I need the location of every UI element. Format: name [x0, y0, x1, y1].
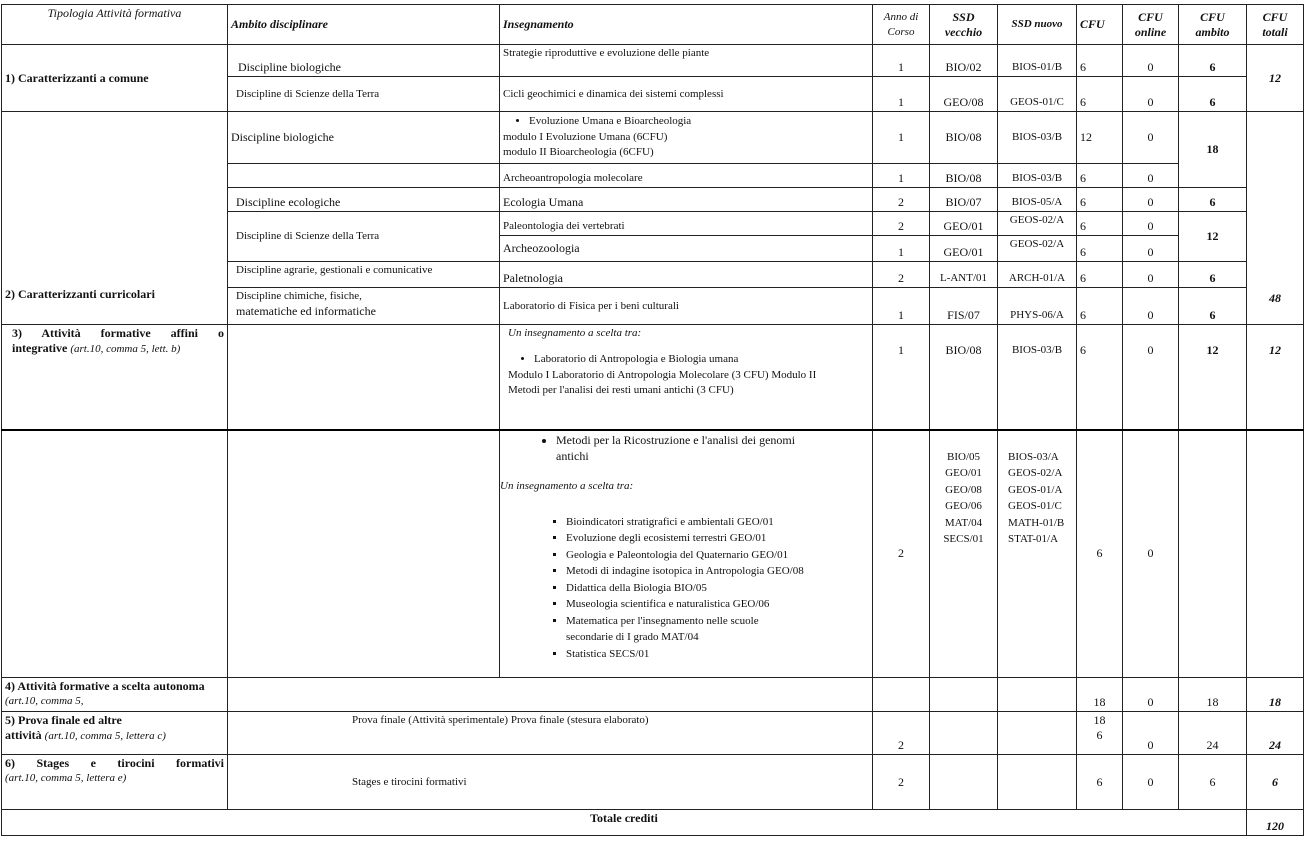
cfu-cell: 6	[1077, 430, 1123, 678]
ssd-vecchio-cell: BIO/08	[930, 164, 998, 188]
tipologia-note: (art.10, comma 5, lett. b)	[70, 343, 181, 355]
cfu-cell: 6	[1077, 236, 1123, 262]
list-item: • Laboratorio di Antropologia e Biologia umana	[534, 351, 869, 368]
tipologia-line: 5) Prova finale ed altre	[5, 713, 122, 727]
header-insegnamento: Insegnamento	[500, 5, 873, 45]
cfu-ambito-cell: 6	[1179, 45, 1247, 77]
cfu-cell	[1077, 712, 1123, 755]
cfu-online-cell: 0	[1123, 678, 1179, 712]
anno-cell: 2	[873, 262, 930, 288]
tipologia-note: (art.10, comma 5, lettera e)	[5, 772, 127, 784]
tipologia-cell	[2, 325, 228, 430]
cfu-cell: 6	[1077, 262, 1123, 288]
cfu-cell: 6	[1077, 288, 1123, 325]
cfu-online-cell: 0	[1123, 77, 1179, 112]
tipologia-cell	[2, 712, 228, 755]
cfu-cell: 6	[1077, 188, 1123, 212]
cfu-online-cell: 0	[1123, 236, 1179, 262]
anno-cell: 1	[873, 236, 930, 262]
ssd-vecchio-cell	[930, 678, 998, 712]
insegnamento-cell	[500, 112, 873, 164]
ssd-code: BIOS-03/A	[1008, 450, 1059, 463]
cfu-cell: 18	[1077, 678, 1123, 712]
ssd-vecchio-cell: BIO/08	[930, 112, 998, 164]
table-row	[2, 712, 1304, 755]
tipologia-line: 4) Attività formative a scelta autonoma	[5, 679, 205, 693]
cfu-ambito-cell: 18	[1179, 678, 1247, 712]
anno-cell: 2	[873, 430, 930, 678]
cfu-ambito-cell: 12	[1179, 212, 1247, 262]
ssd-nuovo-cell: GEOS-02/A	[998, 212, 1077, 236]
tipologia-cell: 1) Caratterizzanti a comune	[2, 45, 228, 112]
cfu-online-cell: 0	[1123, 430, 1179, 678]
ssd-vecchio-cell: GEO/01	[930, 236, 998, 262]
cfu-online-cell: 0	[1123, 188, 1179, 212]
cfu-ambito-cell: 24	[1179, 712, 1247, 755]
anno-cell: 2	[873, 188, 930, 212]
ssd-nuovo-cell: ARCH-01/A	[998, 262, 1077, 288]
intro-text: Un insegnamento a scelta tra:	[508, 327, 642, 339]
insegnamento-cell	[500, 325, 873, 430]
bullet-line: Metodi per la Ricostruzione e l'analisi dei genomi	[556, 432, 796, 447]
cfu-online-cell: 0	[1123, 45, 1179, 77]
insegnamento-cell: Cicli geochimici e dinamica dei sistemi complessi	[500, 77, 873, 112]
cfu-totali-cell: 6	[1247, 755, 1304, 810]
cfu-ambito-cell: 6	[1179, 262, 1247, 288]
ambito-cell: Discipline ecologiche	[228, 188, 500, 212]
tipologia-cell	[2, 755, 228, 810]
module-line: modulo I Evoluzione Umana (6CFU)	[503, 130, 668, 143]
cfu-totali-cell: 12	[1247, 45, 1304, 112]
table-row	[2, 678, 1304, 712]
insegnamento-cell: Archeoantropologia molecolare	[500, 164, 873, 188]
cfu-value: 18	[1093, 713, 1106, 727]
cfu-ambito-cell: 6	[1179, 288, 1247, 325]
tipologia-line: 3) Attività formative affini o	[12, 326, 224, 340]
cfu-value: 6	[1096, 728, 1103, 742]
ssd-code: MAT/04	[944, 516, 983, 529]
cfu-cell: 6	[1077, 164, 1123, 188]
ssd-vecchio-cell	[930, 712, 998, 755]
table-row	[2, 755, 1304, 810]
cfu-ambito-cell	[1179, 430, 1247, 678]
ambito-cell: Discipline di Scienze della Terra	[228, 77, 500, 112]
anno-cell: 1	[873, 112, 930, 164]
ssd-nuovo-cell: BIOS-03/B	[998, 325, 1077, 430]
header-anno: Anno di Corso	[873, 5, 930, 45]
list-item: ▪ Statistica SECS/01	[566, 646, 869, 663]
cfu-ambito-cell: 12	[1179, 325, 1247, 430]
ambito-cell: Discipline agrarie, gestionali e comunicative	[228, 262, 500, 288]
tipologia-line: 6) Stages e tirocini formativi	[5, 756, 224, 770]
anno-cell: 2	[873, 755, 930, 810]
list-item: ▪ Evoluzione degli ecosistemi terrestri GEO/01	[566, 530, 869, 547]
anno-cell: 2	[873, 712, 930, 755]
tipologia-line: integrative	[12, 341, 68, 355]
ssd-code: MATH-01/B	[1008, 516, 1065, 529]
tipologia-note: (art.10, comma 5, lettera c)	[44, 730, 166, 742]
anno-cell: 1	[873, 288, 930, 325]
cfu-online-cell: 0	[1123, 288, 1179, 325]
ssd-code: GEOS-01/A	[1008, 483, 1063, 496]
ssd-nuovo-cell: BIOS-05/A	[998, 188, 1077, 212]
anno-cell: 1	[873, 45, 930, 77]
anno-cell: 2	[873, 212, 930, 236]
ssd-code: GEOS-02/A	[1008, 467, 1063, 479]
ssd-code: SECS/01	[943, 533, 984, 545]
ambito-cell: Discipline biologiche	[228, 45, 500, 77]
table-row	[2, 112, 1304, 164]
tipologia-note: (art.10, comma 5,	[5, 695, 84, 707]
anno-cell: 1	[873, 164, 930, 188]
list-item: ▪ Didattica della Biologia BIO/05	[566, 580, 869, 597]
list-item: • Evoluzione Umana e Bioarcheologia	[529, 113, 869, 130]
cfu-ambito-cell: 18	[1179, 112, 1247, 188]
list-item: ▪ Metodi di indagine isotopica in Antropologia GEO/08	[566, 563, 869, 580]
ssd-vecchio-cell: FIS/07	[930, 288, 998, 325]
tipologia-cell	[2, 678, 228, 712]
header-cfu: CFU	[1077, 5, 1123, 45]
ssd-code: STAT-01/A	[1008, 533, 1059, 545]
ssd-code: GEO/01	[945, 467, 982, 479]
total-label: Totale crediti	[2, 810, 1247, 836]
table-row	[2, 325, 1304, 430]
table-row	[2, 45, 1304, 77]
tipologia-line: attività	[5, 728, 42, 742]
header-ssd-nuovo: SSD nuovo	[998, 5, 1077, 45]
header-cfu-ambito: CFU ambito	[1179, 5, 1247, 45]
header-row	[2, 5, 1304, 45]
ssd-nuovo-cell	[998, 755, 1077, 810]
ssd-nuovo-cell: GEOS-02/A	[998, 236, 1077, 262]
anno-cell: 1	[873, 325, 930, 430]
insegnamento-cell: Paletnologia	[500, 262, 873, 288]
ssd-code: BIO/05	[947, 450, 980, 463]
cfu-online-cell: 0	[1123, 212, 1179, 236]
anno-cell: 1	[873, 77, 930, 112]
insegnamento-cell: Strategie riproduttive e evoluzione delle piante	[500, 45, 873, 77]
anno-cell	[873, 678, 930, 712]
header-ambito: Ambito disciplinare	[228, 5, 500, 45]
insegnamento-cell: Paleontologia dei vertebrati	[500, 212, 873, 236]
ambito-cell	[228, 288, 500, 325]
ssd-code: GEO/08	[945, 483, 982, 496]
insegnamento-cell: Stages e tirocini formativi	[228, 755, 873, 810]
table-row	[2, 430, 1304, 678]
ambito-cell	[228, 325, 500, 430]
ssd-code: GEO/06	[945, 500, 982, 512]
ambito-cell: Discipline biologiche	[228, 112, 500, 164]
intro-text: Un insegnamento a scelta tra:	[500, 479, 634, 492]
cfu-online-cell: 0	[1123, 112, 1179, 164]
cfu-cell: 6	[1077, 755, 1123, 810]
cfu-ambito-cell: 6	[1179, 77, 1247, 112]
tipologia-cell: 2) Caratterizzanti curricolari	[2, 112, 228, 325]
ambito-line: Discipline chimiche, fisiche,	[236, 290, 362, 302]
header-tipologia: Tipologia Attività formativa	[2, 5, 228, 45]
ssd-nuovo-cell: BIOS-03/B	[998, 164, 1077, 188]
header-ssd-vecchio: SSD vecchio	[930, 5, 998, 45]
ssd-nuovo-cell	[998, 678, 1077, 712]
list-item: ▪ Geologia e Paleontologia del Quaternario GEO/01	[566, 547, 869, 564]
cfu-totali-cell: 24	[1247, 712, 1304, 755]
list-item-line: secondarie di I grado MAT/04	[566, 631, 699, 643]
list-item	[566, 613, 869, 646]
cfu-online-cell: 0	[1123, 262, 1179, 288]
cfu-online-cell: 0	[1123, 712, 1179, 755]
module-line: Modulo I Laboratorio di Antropologia Molecolare (3 CFU) Modulo II	[508, 368, 817, 381]
ssd-nuovo-cell	[998, 430, 1077, 678]
total-row	[2, 810, 1304, 836]
cfu-cell: 6	[1077, 325, 1123, 430]
ssd-nuovo-cell	[998, 712, 1077, 755]
curriculum-table	[1, 4, 1304, 836]
cfu-cell: 6	[1077, 77, 1123, 112]
cfu-totali-cell: 48	[1247, 112, 1304, 325]
header-cfu-totali: CFU totali	[1247, 5, 1304, 45]
cfu-cell: 6	[1077, 45, 1123, 77]
insegnamento-cell: Archeozoologia	[500, 236, 873, 262]
ambito-cell: Discipline di Scienze della Terra	[228, 212, 500, 262]
cfu-totali-cell: 12	[1247, 325, 1304, 430]
list-item: ▪ Museologia scientifica e naturalistica GEO/06	[566, 596, 869, 613]
cfu-cell: 6	[1077, 212, 1123, 236]
list-item: ▪ Bioindicatori stratigrafici e ambientali GEO/01	[566, 514, 869, 531]
ssd-vecchio-cell: BIO/02	[930, 45, 998, 77]
ssd-nuovo-cell: GEOS-01/C	[998, 77, 1077, 112]
cfu-ambito-cell: 6	[1179, 188, 1247, 212]
header-cfu-online: CFU online	[1123, 5, 1179, 45]
ssd-nuovo-cell: PHYS-06/A	[998, 288, 1077, 325]
cfu-online-cell: 0	[1123, 325, 1179, 430]
ssd-vecchio-cell	[930, 430, 998, 678]
insegnamento-cell: Ecologia Umana	[500, 188, 873, 212]
list-item-line: Matematica per l'insegnamento nelle scuole	[566, 614, 759, 627]
ssd-nuovo-cell: BIOS-01/B	[998, 45, 1077, 77]
cfu-totali-cell: 18	[1247, 678, 1304, 712]
ambito-line: matematiche ed informatiche	[236, 304, 376, 318]
ambito-cell	[228, 164, 500, 188]
ssd-code: GEOS-01/C	[1008, 500, 1062, 512]
ssd-vecchio-cell: GEO/08	[930, 77, 998, 112]
ssd-nuovo-cell: BIOS-03/B	[998, 112, 1077, 164]
insegnamento-cell: Laboratorio di Fisica per i beni culturali	[500, 288, 873, 325]
module-line: Metodi per l'analisi dei resti umani antichi (3 CFU)	[508, 383, 734, 396]
ssd-vecchio-cell: BIO/08	[930, 325, 998, 430]
ssd-vecchio-cell: BIO/07	[930, 188, 998, 212]
ambito-cell	[228, 430, 500, 678]
list-item	[556, 432, 869, 465]
bullet-line: antichi	[556, 449, 589, 463]
tipologia-cell	[2, 430, 228, 678]
cfu-ambito-cell: 6	[1179, 755, 1247, 810]
ssd-vecchio-cell	[930, 755, 998, 810]
insegnamento-cell: Prova finale (Attività sperimentale) Prova finale (stesura elaborato)	[228, 712, 873, 755]
cfu-cell: 12	[1077, 112, 1123, 164]
total-value: 120	[1247, 810, 1304, 836]
cfu-totali-cell	[1247, 430, 1304, 678]
ssd-vecchio-cell: GEO/01	[930, 212, 998, 236]
cfu-online-cell: 0	[1123, 755, 1179, 810]
module-line: modulo II Bioarcheologia (6CFU)	[503, 145, 654, 158]
cfu-online-cell: 0	[1123, 164, 1179, 188]
insegnamento-cell	[500, 430, 873, 678]
ambito-cell	[228, 678, 873, 712]
ssd-vecchio-cell: L-ANT/01	[930, 262, 998, 288]
